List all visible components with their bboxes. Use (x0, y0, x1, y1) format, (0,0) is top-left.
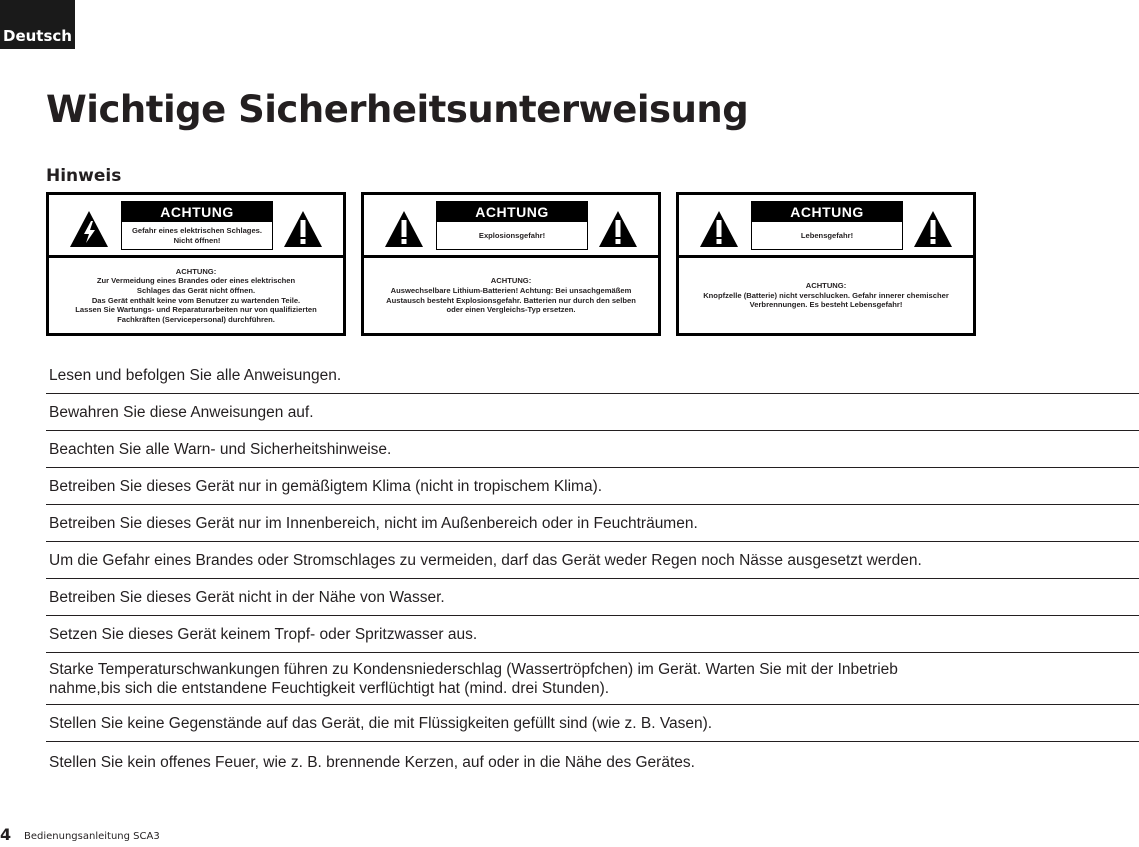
list-item: Lesen und befolgen Sie alle Anweisungen. (46, 357, 1139, 394)
warning-box-danger-to-life (676, 192, 976, 336)
document-title: Bedienungsanleitung SCA3 (24, 831, 160, 842)
list-item: Betreiben Sie dieses Gerät nur in gemäßigtem Klima (nicht in tropischem Klima). (46, 468, 1139, 505)
page-number: 4 (0, 825, 12, 844)
warning-label-text: Explosionsgefahr! (478, 230, 546, 240)
list-item: Bewahren Sie diese Anweisungen auf. (46, 394, 1139, 431)
exclamation-warning-icon (699, 210, 739, 248)
page-title: Wichtige Sicherheitsunterweisung (46, 88, 749, 131)
warning-box-header (679, 195, 973, 258)
warning-box-header (364, 195, 658, 258)
warning-label-text: Lebensgefahr! (800, 230, 854, 240)
warning-label-text: Gefahr eines elektrischen Schlages. Nicht öffnen! (132, 226, 262, 245)
warning-box-header (49, 195, 343, 258)
language-tab: Deutsch (0, 0, 75, 49)
warning-box-electric-shock (46, 192, 346, 336)
list-item: Betreiben Sie dieses Gerät nur im Innenbereich, nicht im Außenbereich oder in Feuchträumen. (46, 505, 1139, 542)
warning-box-text: ACHTUNG: Zur Vermeidung eines Brandes oder eines elektrischen Schlages das Gerät nicht öffnen. Das Gerät enthält keine vom Benutzer zu wartenden Teile. Lassen Sie Wartungs- und Reparaturarbeiten nur von qualifizierten Fachkräften (Servicepersonal) durchführen. (75, 266, 317, 324)
warning-label (121, 201, 273, 250)
warning-box-explosion (361, 192, 661, 336)
lightning-warning-icon (69, 210, 109, 248)
warning-label-head: ACHTUNG (752, 202, 902, 222)
warning-box-text: ACHTUNG: Knopfzelle (Batterie) nicht verschlucken. Gefahr innerer chemischer Verbrennungen. Es besteht Lebensgefahr! (703, 281, 949, 310)
list-item: Beachten Sie alle Warn- und Sicherheitshinweise. (46, 431, 1139, 468)
list-item: Betreiben Sie dieses Gerät nicht in der Nähe von Wasser. (46, 579, 1139, 616)
section-heading-hinweis: Hinweis (46, 166, 122, 186)
exclamation-warning-icon (913, 210, 953, 248)
warning-label (436, 201, 588, 250)
warning-box-text: ACHTUNG: Auswechselbare Lithium-Batterien! Achtung: Bei unsachgemäßem Austausch besteht Explosionsgefahr. Batterien nur durch den selben oder einen Vergleichs-Typ ersetzen. (386, 276, 636, 315)
warning-label (751, 201, 903, 250)
list-item: Um die Gefahr eines Brandes oder Stromschlages zu vermeiden, darf das Gerät weder Regen noch Nässe ausgesetzt werden. (46, 542, 1139, 579)
list-item: Setzen Sie dieses Gerät keinem Tropf- oder Spritzwasser aus. (46, 616, 1139, 653)
instruction-list (46, 357, 1139, 782)
list-item: Stellen Sie kein offenes Feuer, wie z. B. brennende Kerzen, auf oder in die Nähe des Gerätes. (49, 753, 695, 771)
exclamation-warning-icon (384, 210, 424, 248)
warning-label-head: ACHTUNG (122, 202, 272, 222)
exclamation-warning-icon (283, 210, 323, 248)
list-item: Starke Temperaturschwankungen führen zu Kondensniederschlag (Wassertröpfchen) im Gerät. Warten Sie mit der Inbetrieb nahme,bis sich die entstandene Feuchtigkeit verflüchtigt hat (mind. drei Stunden). (46, 653, 1139, 705)
list-item: Stellen Sie keine Gegenstände auf das Gerät, die mit Flüssigkeiten gefüllt sind (wie z. B. Vasen). (46, 705, 1139, 742)
exclamation-warning-icon (598, 210, 638, 248)
warning-label-head: ACHTUNG (437, 202, 587, 222)
